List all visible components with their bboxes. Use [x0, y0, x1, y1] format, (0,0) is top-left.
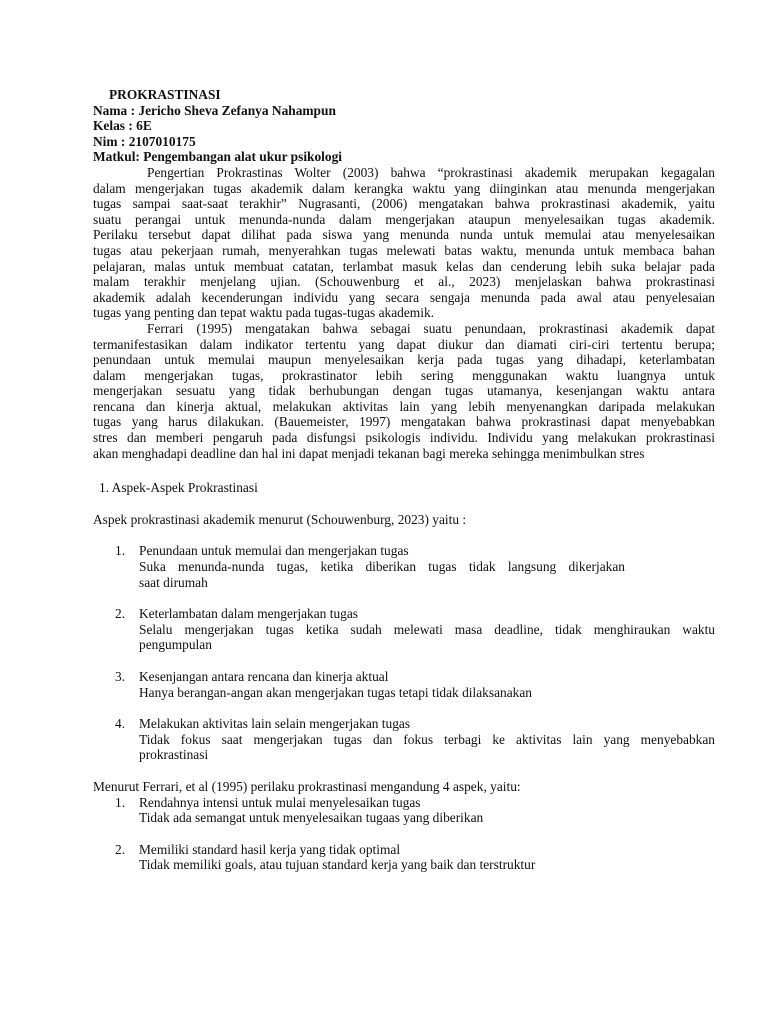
list-number: 2. [115, 606, 126, 622]
aspect-title: Keterlambatan dalam mengerjakan tugas [139, 606, 358, 622]
paragraph-line: tugas yang penting dan tepat waktu pada tugas-tugas akademik. [93, 305, 434, 321]
list-item [93, 795, 715, 826]
aspect-description-line: Tidak fokus saat mengerjakan tugas dan fokus terbagi ke aktivitas lain yang menyebabkan [139, 731, 715, 747]
aspect-title: Rendahnya intensi untuk mulai menyelesaikan tugas [139, 794, 421, 810]
student-class: Kelas : 6E [93, 118, 152, 134]
paragraph-line: tugas yang harus dilakukan. (Bauemeister, 1997) mengatakan bahwa prokrastinasi dapat menyebabkan [93, 414, 715, 430]
aspect-description-line: Suka menunda-nunda tugas, ketika diberikan tugas tidak langsung dikerjakan [139, 559, 625, 575]
list-item [93, 543, 715, 590]
paragraph-line: Perilaku tersebut dapat dilihat pada siswa yang menunda nunda untuk memulai atau menyelesaikan [93, 227, 715, 243]
paragraph-line: suatu perangai untuk menunda-nunda dalam mengerjakan ataupun menyelesaikan tugas akademik. [93, 211, 715, 227]
list-item [93, 606, 715, 653]
aspect-description-line: Tidak ada semangat untuk menyelesaikan tugaas yang diberikan [139, 810, 484, 826]
paragraph-line: dalam mengerjakan tugas, prokrastinator lebih sering menggunakan waktu luangnya untuk [93, 367, 715, 383]
paragraph-ferrari [93, 321, 715, 461]
section-intro: Menurut Ferrari, et al (1995) perilaku prokrastinasi mengandung 4 aspek, yaitu: [93, 778, 521, 794]
paragraph-line: malam terakhir menjelang ujian. (Schouwenburg et al., 2023) menjelaskan bahwa prokrastinasi [93, 274, 715, 290]
list-number: 3. [115, 669, 126, 684]
aspect-list-schouwenburg [93, 543, 715, 763]
document-page [93, 87, 715, 889]
paragraph-line: akan menghadapi deadline dan hal ini dapat menjadi tekanan bagi mereka sehingga menimbulkan stres [93, 445, 645, 461]
paragraph-line: Ferrari (1995) mengatakan bahwa sebagai suatu penundaan, prokrastinasi akademik dapat [147, 320, 715, 336]
aspect-title: Kesenjangan antara rencana dan kinerja aktual [139, 669, 389, 684]
paragraph-line: tugas sampai saat-saat terakhir” Nugrasanti, (2006) mengatakan bahwa prokrastinasi akademik, yaitu [93, 196, 715, 212]
list-number: 2. [115, 841, 126, 857]
paragraph-line: tugas atau pekerjaan rumah, menyerahkan tugas melewati batas waktu, menunda untuk membaca bahan [93, 242, 715, 258]
aspect-description-line: Hanya berangan-angan akan mengerjakan tugas tetapi tidak dilaksanakan [139, 684, 532, 700]
paragraph-definition [93, 165, 715, 321]
section-heading: 1. Aspek-Aspek Prokrastinasi [99, 480, 258, 496]
aspect-list-ferrari [93, 795, 715, 873]
paragraph-line: dalam mengerjakan tugas akademik dalam kerangka waktu yang diinginkan atau menunda mengerjakan [93, 180, 715, 196]
paragraph-line: akademik adalah kecenderungan individu yang secara sengaja menunda pada awal atau penyelesaian [93, 289, 715, 305]
student-name: Nama : Jericho Sheva Zefanya Nahampun [93, 102, 336, 118]
aspect-description-line: prokrastinasi [139, 747, 209, 763]
list-number: 4. [115, 716, 126, 732]
paragraph-line: Pengertian Prokrastinas Wolter (2003) bahwa “prokrastinasi akademik merupakan kegagalan [147, 164, 715, 180]
aspect-title: Memiliki standard hasil kerja yang tidak optimal [139, 841, 401, 857]
list-item [93, 842, 715, 873]
document-title: PROKRASTINASI [109, 87, 221, 102]
student-nim: Nim : 2107010175 [93, 133, 196, 149]
aspect-description-line: Tidak memiliki goals, atau tujuan standard kerja yang baik dan terstruktur [139, 857, 536, 873]
list-number: 1. [115, 794, 126, 810]
paragraph-line: pelajaran, malas untuk membuat catatan, terlambat masuk kelas dan cenderung lebih suka belajar pada [93, 258, 715, 274]
paragraph-line: stres dan memberi pengaruh pada disfungsi psikologis individu. Individu yang melakukan prokrastinasi [93, 430, 715, 446]
paragraph-line: mengerjakan sesuatu yang tidak berhubungan dengan tugas utamanya, kesenjangan waktu antara [93, 383, 715, 399]
paragraph-line: termanifestasikan dalam indikator tertentu yang dapat diukur dan diamati ciri-ciri tertentu berupa; [93, 336, 715, 352]
paragraph-line: rencana dan kinerja aktual, melakukan aktivitas lain yang lebih menyenangkan daripada melakukan [93, 398, 715, 414]
aspect-description-line: Selalu mengerjakan tugas ketika sudah melewati masa deadline, tidak menghiraukan waktu [139, 621, 715, 637]
course-name: Matkul: Pengembangan alat ukur psikologi [93, 149, 343, 165]
aspect-title: Penundaan untuk memulai dan mengerjakan tugas [139, 543, 409, 559]
list-item [93, 716, 715, 763]
paragraph-line: penundaan untuk memulai maupun menyelesaikan kerja pada tugas yang dihadapi, keterlambatan [93, 352, 715, 368]
aspect-title: Melakukan aktivitas lain selain mengerjakan tugas [139, 716, 411, 732]
aspect-description-line: saat dirumah [139, 574, 208, 590]
aspect-description-line: pengumpulan [139, 637, 212, 653]
list-item [93, 669, 715, 700]
section-intro: Aspek prokrastinasi akademik menurut (Schouwenburg, 2023) yaitu : [93, 511, 467, 527]
list-number: 1. [115, 543, 126, 559]
